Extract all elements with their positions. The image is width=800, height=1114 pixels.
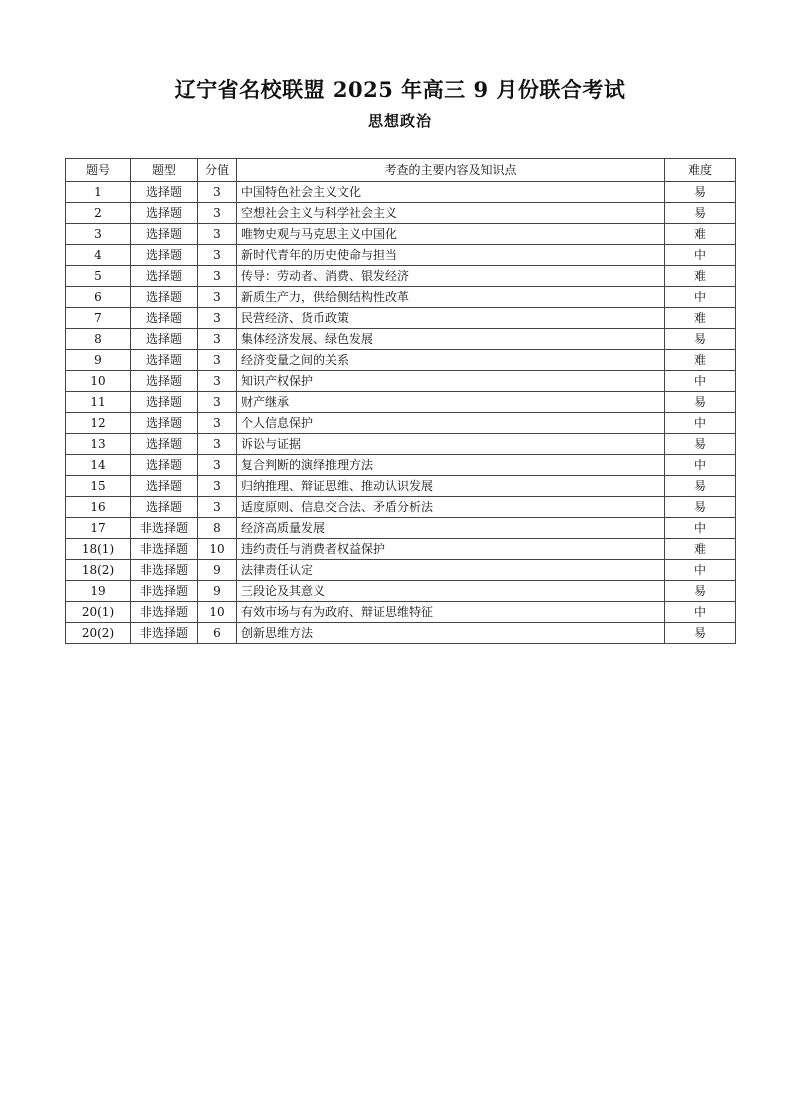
- question-score: 9: [198, 560, 237, 581]
- column-header-number: 题号: [66, 159, 131, 182]
- question-type: 非选择题: [131, 560, 198, 581]
- page-title: 辽宁省名校联盟 2025 年高三 9 月份联合考试: [174, 77, 626, 102]
- question-score: 3: [198, 266, 237, 287]
- table-row: [66, 518, 736, 539]
- question-content: 经济变量之间的关系: [237, 350, 665, 371]
- question-number: 1: [66, 182, 131, 203]
- question-type: 选择题: [131, 413, 198, 434]
- question-score: 3: [198, 308, 237, 329]
- question-type: 选择题: [131, 434, 198, 455]
- question-number: 19: [66, 581, 131, 602]
- question-number: 18(2): [66, 560, 131, 581]
- question-type: 选择题: [131, 182, 198, 203]
- question-difficulty: 难: [665, 224, 736, 245]
- question-score: 3: [198, 329, 237, 350]
- table-row: [66, 266, 736, 287]
- question-difficulty: 易: [665, 476, 736, 497]
- question-number: 8: [66, 329, 131, 350]
- question-number: 2: [66, 203, 131, 224]
- question-content: 唯物史观与马克思主义中国化: [237, 224, 665, 245]
- column-header-content: 考查的主要内容及知识点: [237, 159, 665, 182]
- question-content: 知识产权保护: [237, 371, 665, 392]
- question-difficulty: 易: [665, 623, 736, 644]
- question-type: 非选择题: [131, 581, 198, 602]
- question-content: 财产继承: [237, 392, 665, 413]
- question-number: 16: [66, 497, 131, 518]
- exam-spec-table: [65, 158, 736, 644]
- table-row: [66, 287, 736, 308]
- table-row: [66, 476, 736, 497]
- question-score: 3: [198, 182, 237, 203]
- question-difficulty: 难: [665, 308, 736, 329]
- question-number: 15: [66, 476, 131, 497]
- question-score: 3: [198, 350, 237, 371]
- question-score: 3: [198, 434, 237, 455]
- table-row: [66, 623, 736, 644]
- column-header-type: 题型: [131, 159, 198, 182]
- question-type: 选择题: [131, 245, 198, 266]
- question-number: 5: [66, 266, 131, 287]
- table-row: [66, 455, 736, 476]
- question-type: 选择题: [131, 497, 198, 518]
- table-header-row: [66, 159, 736, 182]
- question-content: 传导：劳动者、消费、银发经济: [237, 266, 665, 287]
- question-number: 20(2): [66, 623, 131, 644]
- question-type: 选择题: [131, 224, 198, 245]
- question-content: 经济高质量发展: [237, 518, 665, 539]
- question-type: 选择题: [131, 371, 198, 392]
- question-score: 3: [198, 245, 237, 266]
- question-score: 3: [198, 455, 237, 476]
- question-number: 20(1): [66, 602, 131, 623]
- question-number: 14: [66, 455, 131, 476]
- question-number: 11: [66, 392, 131, 413]
- question-number: 7: [66, 308, 131, 329]
- table-row: [66, 602, 736, 623]
- question-type: 选择题: [131, 203, 198, 224]
- table-row: [66, 329, 736, 350]
- question-content: 新质生产力，供给侧结构性改革: [237, 287, 665, 308]
- question-difficulty: 中: [665, 518, 736, 539]
- question-content: 归纳推理、辩证思维、推动认识发展: [237, 476, 665, 497]
- question-score: 10: [198, 602, 237, 623]
- question-difficulty: 易: [665, 203, 736, 224]
- question-difficulty: 中: [665, 560, 736, 581]
- question-number: 6: [66, 287, 131, 308]
- table-row: [66, 182, 736, 203]
- question-number: 4: [66, 245, 131, 266]
- question-difficulty: 中: [665, 413, 736, 434]
- question-difficulty: 难: [665, 350, 736, 371]
- question-number: 17: [66, 518, 131, 539]
- question-difficulty: 难: [665, 539, 736, 560]
- question-score: 10: [198, 539, 237, 560]
- table-row: [66, 203, 736, 224]
- question-difficulty: 难: [665, 266, 736, 287]
- subject-title: 思想政治: [367, 112, 432, 130]
- question-type: 选择题: [131, 350, 198, 371]
- question-number: 3: [66, 224, 131, 245]
- table-row: [66, 350, 736, 371]
- question-score: 9: [198, 581, 237, 602]
- question-score: 3: [198, 224, 237, 245]
- question-content: 法律责任认定: [237, 560, 665, 581]
- table-row: [66, 497, 736, 518]
- question-score: 3: [198, 287, 237, 308]
- question-difficulty: 中: [665, 455, 736, 476]
- question-type: 选择题: [131, 392, 198, 413]
- table-row: [66, 224, 736, 245]
- question-difficulty: 易: [665, 581, 736, 602]
- question-score: 3: [198, 497, 237, 518]
- question-number: 9: [66, 350, 131, 371]
- question-type: 非选择题: [131, 623, 198, 644]
- question-content: 有效市场与有为政府、辩证思维特征: [237, 602, 665, 623]
- question-number: 12: [66, 413, 131, 434]
- question-content: 中国特色社会主义文化: [237, 182, 665, 203]
- question-content: 适度原则、信息交合法、矛盾分析法: [237, 497, 665, 518]
- question-difficulty: 易: [665, 497, 736, 518]
- question-score: 3: [198, 203, 237, 224]
- question-type: 选择题: [131, 266, 198, 287]
- question-content: 民营经济、货币政策: [237, 308, 665, 329]
- table-row: [66, 245, 736, 266]
- question-difficulty: 中: [665, 287, 736, 308]
- question-content: 复合判断的演绎推理方法: [237, 455, 665, 476]
- question-score: 6: [198, 623, 237, 644]
- question-type: 选择题: [131, 308, 198, 329]
- table-row: [66, 392, 736, 413]
- table-row: [66, 560, 736, 581]
- table-row: [66, 371, 736, 392]
- question-content: 创新思维方法: [237, 623, 665, 644]
- question-type: 非选择题: [131, 539, 198, 560]
- question-content: 诉讼与证据: [237, 434, 665, 455]
- question-difficulty: 易: [665, 182, 736, 203]
- question-type: 选择题: [131, 455, 198, 476]
- column-header-difficulty: 难度: [665, 159, 736, 182]
- question-difficulty: 中: [665, 245, 736, 266]
- table-row: [66, 413, 736, 434]
- question-difficulty: 中: [665, 602, 736, 623]
- question-number: 18(1): [66, 539, 131, 560]
- question-content: 三段论及其意义: [237, 581, 665, 602]
- table-row: [66, 581, 736, 602]
- column-header-score: 分值: [198, 159, 237, 182]
- question-content: 集体经济发展、绿色发展: [237, 329, 665, 350]
- question-type: 选择题: [131, 329, 198, 350]
- question-difficulty: 易: [665, 434, 736, 455]
- question-type: 非选择题: [131, 518, 198, 539]
- question-number: 10: [66, 371, 131, 392]
- question-score: 8: [198, 518, 237, 539]
- question-number: 13: [66, 434, 131, 455]
- question-difficulty: 易: [665, 392, 736, 413]
- question-content: 空想社会主义与科学社会主义: [237, 203, 665, 224]
- question-score: 3: [198, 371, 237, 392]
- question-score: 3: [198, 413, 237, 434]
- table-row: [66, 308, 736, 329]
- question-type: 非选择题: [131, 602, 198, 623]
- question-difficulty: 易: [665, 329, 736, 350]
- question-difficulty: 中: [665, 371, 736, 392]
- question-type: 选择题: [131, 476, 198, 497]
- question-content: 违约责任与消费者权益保护: [237, 539, 665, 560]
- question-score: 3: [198, 476, 237, 497]
- question-type: 选择题: [131, 287, 198, 308]
- table-row: [66, 434, 736, 455]
- table-row: [66, 539, 736, 560]
- question-score: 3: [198, 392, 237, 413]
- question-content: 个人信息保护: [237, 413, 665, 434]
- question-content: 新时代青年的历史使命与担当: [237, 245, 665, 266]
